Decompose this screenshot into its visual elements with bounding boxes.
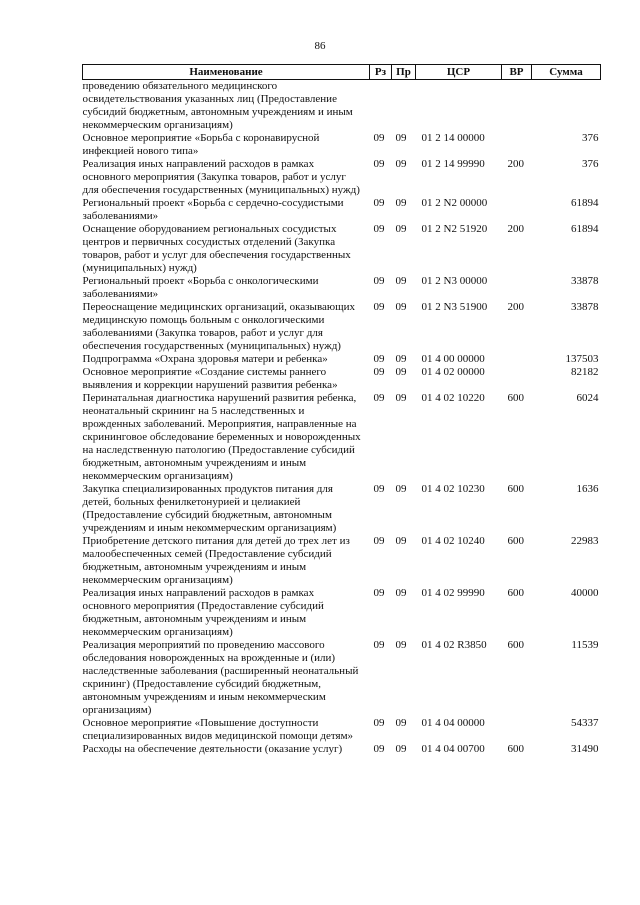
cell-vr [502, 717, 532, 743]
cell-vr [502, 353, 532, 366]
cell-pr: 09 [395, 483, 407, 495]
cell-rz: 09 [373, 366, 385, 378]
cell-sum: 54337 [571, 717, 599, 729]
cell-csr: 01 2 14 99990 [421, 158, 485, 170]
cell-rz: 09 [373, 639, 385, 651]
cell-sum: 1636 [576, 483, 599, 495]
header-name: Наименование [83, 65, 370, 80]
header-rz: Рз [370, 65, 392, 80]
cell-vr: 600 [507, 392, 524, 404]
cell-name: Основное мероприятие «Борьба с коронавирусной инфекцией нового типа» [82, 132, 320, 157]
cell-csr: 01 2 N2 00000 [421, 197, 488, 209]
cell-name: Реализация мероприятий по проведению массового обследования новорожденных на врожденные и (или) наследственные заболевания (расширенный неонатальный скрининг) (Предоставление субсидий бюджетным, автономным учреждениям и иным некоммерческим организациям) [82, 639, 359, 716]
table-row [83, 158, 601, 197]
cell-pr: 09 [395, 132, 407, 144]
cell-pr: 09 [395, 223, 407, 235]
table-row [83, 80, 601, 133]
cell-rz: 09 [373, 223, 385, 235]
table-header [83, 65, 601, 80]
cell-name: Основное мероприятие «Повышение доступности специализированных видов медицинской помощи детям» [82, 717, 354, 742]
header-sum: Сумма [532, 65, 601, 80]
cell-csr [416, 80, 502, 133]
cell-sum: 22983 [571, 535, 599, 547]
cell-pr [392, 80, 416, 133]
table-row [83, 535, 601, 587]
header-pr: Пр [392, 65, 416, 80]
table-row [83, 353, 601, 366]
cell-pr: 09 [395, 587, 407, 599]
cell-name: Реализация иных направлений расходов в рамках основного мероприятия (Закупка товаров, работ и услуг для обеспечения государственных (муниципальных) нужд) [82, 158, 360, 196]
cell-sum: 61894 [571, 223, 599, 235]
cell-pr: 09 [395, 535, 407, 547]
cell-csr: 01 4 02 10240 [421, 535, 485, 547]
cell-rz: 09 [373, 483, 385, 495]
header-csr: ЦСР [416, 65, 502, 80]
cell-csr: 01 4 04 00700 [421, 743, 485, 755]
table-row [83, 197, 601, 223]
cell-rz: 09 [373, 392, 385, 404]
cell-sum: 11539 [571, 639, 599, 651]
cell-vr [502, 132, 532, 158]
table-body [83, 80, 601, 757]
cell-sum: 6024 [576, 392, 599, 404]
cell-rz: 09 [373, 158, 385, 170]
cell-rz: 09 [373, 535, 385, 547]
table-row [83, 366, 601, 392]
cell-rz: 09 [373, 275, 385, 287]
cell-rz: 09 [373, 301, 385, 313]
cell-pr: 09 [395, 639, 407, 651]
cell-sum: 82182 [571, 366, 599, 378]
cell-pr: 09 [395, 197, 407, 209]
cell-rz: 09 [373, 717, 385, 729]
cell-sum: 33878 [571, 275, 599, 287]
table-row [83, 132, 601, 158]
cell-csr: 01 4 04 00000 [421, 717, 485, 729]
cell-name: Перинатальная диагностика нарушений развития ребенка, неонатальный скрининг на 5 наследственных и врожденных заболеваний. Мероприятия, направленные на скрининговое обследование беременных и новорожденных на наследственную патологию (Предоставление субсидий бюджетным, автономным учреждениям и иным некоммерческим организациям) [82, 392, 361, 482]
cell-vr: 600 [507, 743, 524, 755]
table-row [83, 275, 601, 301]
cell-csr: 01 2 N2 51920 [421, 223, 488, 235]
cell-vr [502, 275, 532, 301]
cell-pr: 09 [395, 158, 407, 170]
cell-rz: 09 [373, 587, 385, 599]
cell-name: Расходы на обеспечение деятельности (оказание услуг) [82, 743, 343, 755]
cell-vr: 600 [507, 639, 524, 651]
cell-vr: 600 [507, 483, 524, 495]
cell-name: Подпрограмма «Охрана здоровья матери и ребенка» [82, 353, 328, 365]
cell-sum [532, 80, 601, 133]
table-row [83, 301, 601, 353]
cell-csr: 01 2 N3 51900 [421, 301, 488, 313]
cell-pr: 09 [395, 275, 407, 287]
cell-rz: 09 [373, 132, 385, 144]
cell-rz [370, 80, 392, 133]
cell-name: Реализация иных направлений расходов в рамках основного мероприятия (Предоставление субсидий бюджетным, автономным учреждениям и иным некоммерческим организациям) [82, 587, 324, 638]
cell-csr: 01 4 02 99990 [421, 587, 485, 599]
cell-rz: 09 [373, 353, 385, 365]
table-row [83, 223, 601, 275]
page-number: 86 [314, 40, 326, 52]
cell-name: проведению обязательного медицинского освидетельствования указанных лиц (Предоставление субсидий бюджетным, автономным учреждениям и иным некоммерческим организациям) [82, 80, 353, 131]
cell-name: Закупка специализированных продуктов питания для детей, больных фенилкетонурией и целиакией (Предоставление субсидий бюджетным, автономным учреждениям и иным некоммерческим организациям) [82, 483, 337, 534]
cell-name: Региональный проект «Борьба с сердечно-сосудистыми заболеваниями» [82, 197, 344, 222]
cell-name: Приобретение детского питания для детей до трех лет из малообеспеченных семей (Предоставление субсидий бюджетным, автономным учреждениям и иным некоммерческим организациям) [82, 535, 350, 586]
table-row [83, 392, 601, 483]
cell-rz: 09 [373, 197, 385, 209]
cell-pr: 09 [395, 353, 407, 365]
cell-vr: 600 [507, 587, 524, 599]
cell-name: Оснащение оборудованием региональных сосудистых центров и первичных сосудистых отделений (Закупка товаров, работ и услуг для обеспечения государственных (муниципальных) нужд) [82, 223, 351, 274]
cell-csr: 01 4 02 10220 [421, 392, 485, 404]
cell-vr [502, 80, 532, 133]
cell-pr: 09 [395, 392, 407, 404]
cell-vr [502, 366, 532, 392]
header-vr: ВР [502, 65, 532, 80]
cell-vr [502, 197, 532, 223]
cell-vr: 600 [507, 535, 524, 547]
cell-name: Основное мероприятие «Создание системы раннего выявления и коррекции нарушений развития ребенка» [82, 366, 338, 391]
cell-sum: 40000 [571, 587, 599, 599]
cell-sum: 376 [582, 132, 599, 144]
cell-pr: 09 [395, 366, 407, 378]
cell-sum: 31490 [571, 743, 599, 755]
cell-rz: 09 [373, 743, 385, 755]
cell-sum: 61894 [571, 197, 599, 209]
cell-csr: 01 2 14 00000 [421, 132, 485, 144]
budget-table [82, 64, 601, 756]
cell-vr: 200 [507, 158, 524, 170]
table-row [83, 743, 601, 756]
cell-csr: 01 4 00 00000 [421, 353, 485, 365]
cell-sum: 137503 [565, 353, 599, 365]
cell-pr: 09 [395, 743, 407, 755]
cell-name: Региональный проект «Борьба с онкологическими заболеваниями» [82, 275, 319, 300]
cell-csr: 01 4 02 10230 [421, 483, 485, 495]
cell-pr: 09 [395, 301, 407, 313]
cell-csr: 01 2 N3 00000 [421, 275, 488, 287]
cell-sum: 376 [582, 158, 599, 170]
table-row [83, 483, 601, 535]
cell-name: Переоснащение медицинских организаций, оказывающих медицинскую помощь больным с онкологическими заболеваниями (Закупка товаров, работ и услуг для обеспечения государственных (муниципальных) нужд) [82, 301, 355, 352]
cell-sum: 33878 [571, 301, 599, 313]
table-row [83, 639, 601, 717]
cell-vr: 200 [507, 301, 524, 313]
cell-pr: 09 [395, 717, 407, 729]
cell-csr: 01 4 02 R3850 [421, 639, 487, 651]
table-row [83, 717, 601, 743]
table-row [83, 587, 601, 639]
cell-vr: 200 [507, 223, 524, 235]
cell-csr: 01 4 02 00000 [421, 366, 485, 378]
